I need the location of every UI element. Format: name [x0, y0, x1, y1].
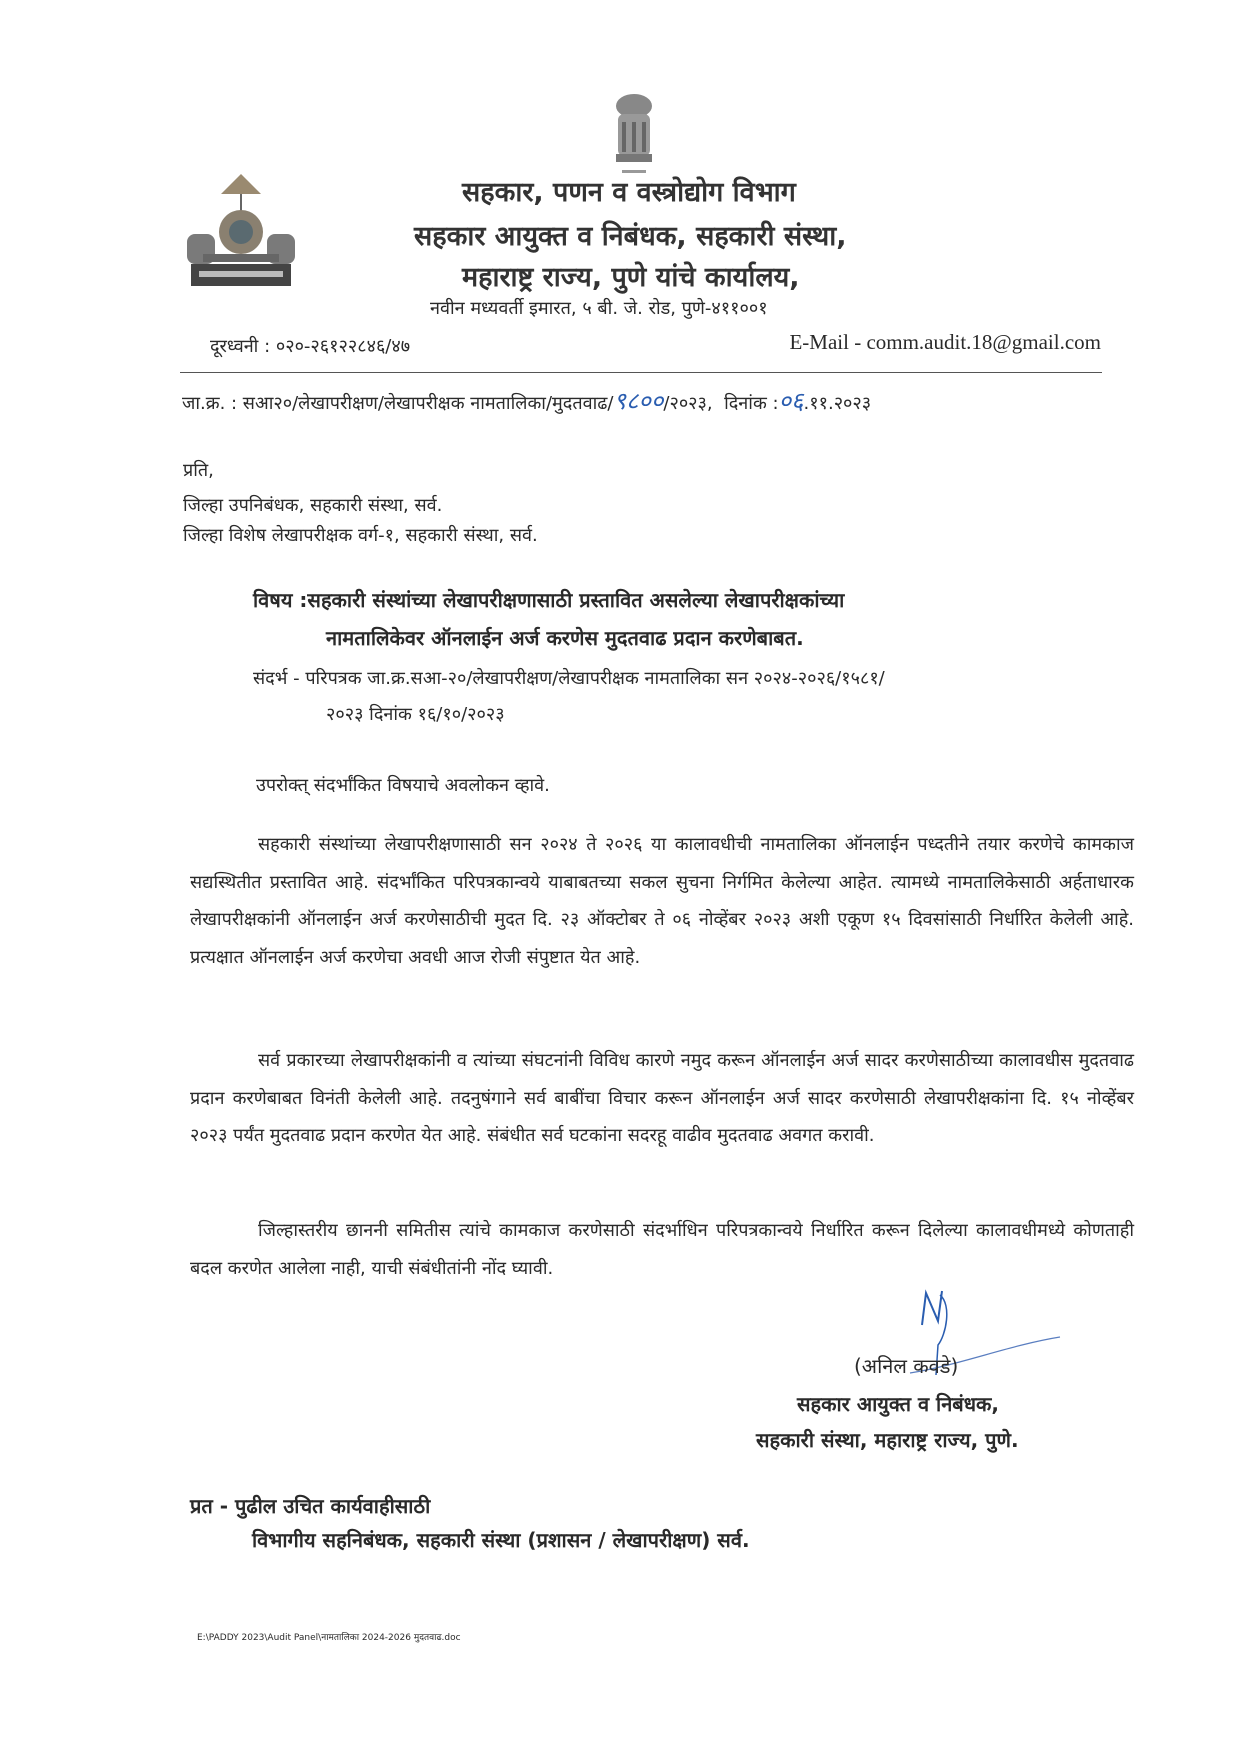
date-label: दिनांक :	[724, 393, 779, 414]
reference-note-line: संदर्भ - परिपत्रक जा.क्र.सआ-२०/लेखापरीक्षण/लेखापरीक्षक नामतालिका सन २०२४-२०२६/१५८१/	[253, 668, 885, 689]
copy-label: प्रत - पुढील उचित कार्यवाहीसाठी	[190, 1494, 431, 1518]
signatory-designation: सहकारी संस्था, महाराष्ट्र राज्य, पुणे.	[756, 1428, 1019, 1452]
signatory-name: (अनिल कवडे)	[854, 1354, 959, 1378]
national-emblem	[608, 92, 660, 178]
reference-number-line	[182, 384, 871, 417]
signatory-designation: सहकार आयुक्त व निबंधक,	[797, 1392, 999, 1416]
letterhead-department: सहकार, पणन व वस्त्रोद्योग विभाग	[462, 177, 796, 208]
handwritten-date-day: ०६	[778, 387, 804, 415]
date-rest: .११.२०२३	[803, 393, 872, 414]
header-divider	[180, 372, 1102, 373]
subject-line: विषय :सहकारी संस्थांच्या लेखापरीक्षणासाठी प्रस्तावित असलेल्या लेखापरीक्षकांच्या	[253, 588, 845, 612]
department-logo	[185, 172, 297, 290]
body-paragraph: जिल्हास्तरीय छाननी समितीस त्यांचे कामकाज करणेसाठी संदर्भाधिन परिपत्रकान्वये निर्धारित करून दिलेल्या कालावधीमध्ये कोणताही बदल करणेत आलेला नाही, याची संबंधीतांनी नोंद घ्यावी.	[190, 1220, 1134, 1279]
copy-recipient: विभागीय सहनिबंधक, सहकारी संस्था (प्रशासन / लेखापरीक्षण) सर्व.	[252, 1528, 750, 1552]
letterhead-email: E-Mail - comm.audit.18@gmail.com	[789, 330, 1101, 354]
recipient-salutation: प्रति,	[183, 460, 214, 481]
handwritten-number: ९८००	[613, 387, 664, 415]
footer-file-path: E:\PADDY 2023\Audit Panel\नामतालिका 2024-2026 मुदतवाढ.doc	[197, 1633, 461, 1643]
body-paragraph: सर्व प्रकारच्या लेखापरीक्षकांनी व त्यांच्या संघटनांनी विविध कारणे नमुद करून ऑनलाईन अर्ज सादर करणेसाठीच्या कालावधीस मुदतवाढ प्रदान करणेबाबत विनंती केलेली आहे. तदनुषंगाने सर्व बाबींचा विचार करून ऑनलाईन अर्ज सादर करणेसाठी लेखापरीक्षकांना दि. १५ नोव्हेंबर २०२३ पर्यंत मुदतवाढ प्रदान करणेत येत आहे. संबंधीत सर्व घटकांना सदरहू वाढीव मुदतवाढ अवगत करावी.	[190, 1050, 1134, 1146]
recipient-line: जिल्हा उपनिबंधक, सहकारी संस्था, सर्व.	[183, 495, 443, 516]
body-paragraph: सहकारी संस्थांच्या लेखापरीक्षणासाठी सन २०२४ ते २०२६ या कालावधीची नामतालिका ऑनलाईन पध्दतीने तयार करणेचे कामकाज सद्यस्थितीत प्रस्तावित आहे. संदर्भांकित परिपत्रकान्वये याबाबतच्या सकल सुचना निर्गमित केलेल्या आहेत. त्यामध्ये नामतालिकेसाठी अर्हताधारक लेखापरीक्षकांनी ऑनलाईन अर्ज करणेसाठीची मुदत दि. २३ ऑक्टोबर ते ०६ नोव्हेंबर २०२३ अशी एकूण १५ दिवसांसाठी निर्धारित केलेली आहे. प्रत्यक्षात ऑनलाईन अर्ज करणेचा अवधी आज रोजी संपुष्टात येत आहे.	[190, 834, 1134, 968]
reference-year: /२०२३,	[663, 393, 713, 414]
subject-line: नामतालिकेवर ऑनलाईन अर्ज करणेस मुदतवाढ प्रदान करणेबाबत.	[326, 626, 804, 650]
letterhead-office: सहकार आयुक्त व निबंधक, सहकारी संस्था,	[414, 221, 847, 252]
letterhead-phone: दूरध्वनी : ०२०-२६१२२८४६/४७	[210, 336, 411, 357]
recipient-line: जिल्हा विशेष लेखापरीक्षक वर्ग-१, सहकारी संस्था, सर्व.	[183, 525, 538, 546]
reference-note-line: २०२३ दिनांक १६/१०/२०२३	[326, 704, 505, 725]
letterhead-state: महाराष्ट्र राज्य, पुणे यांचे कार्यालय,	[462, 262, 800, 293]
intro-sentence: उपरोक्त् संदर्भांकित विषयाचे अवलोकन व्हावे.	[256, 775, 550, 796]
letterhead-address: नवीन मध्यवर्ती इमारत, ५ बी. जे. रोड, पुणे-४११००१	[430, 298, 768, 319]
reference-prefix: जा.क्र. : सआ२०/लेखापरीक्षण/लेखापरीक्षक नामतालिका/मुदतवाढ/	[182, 393, 614, 414]
